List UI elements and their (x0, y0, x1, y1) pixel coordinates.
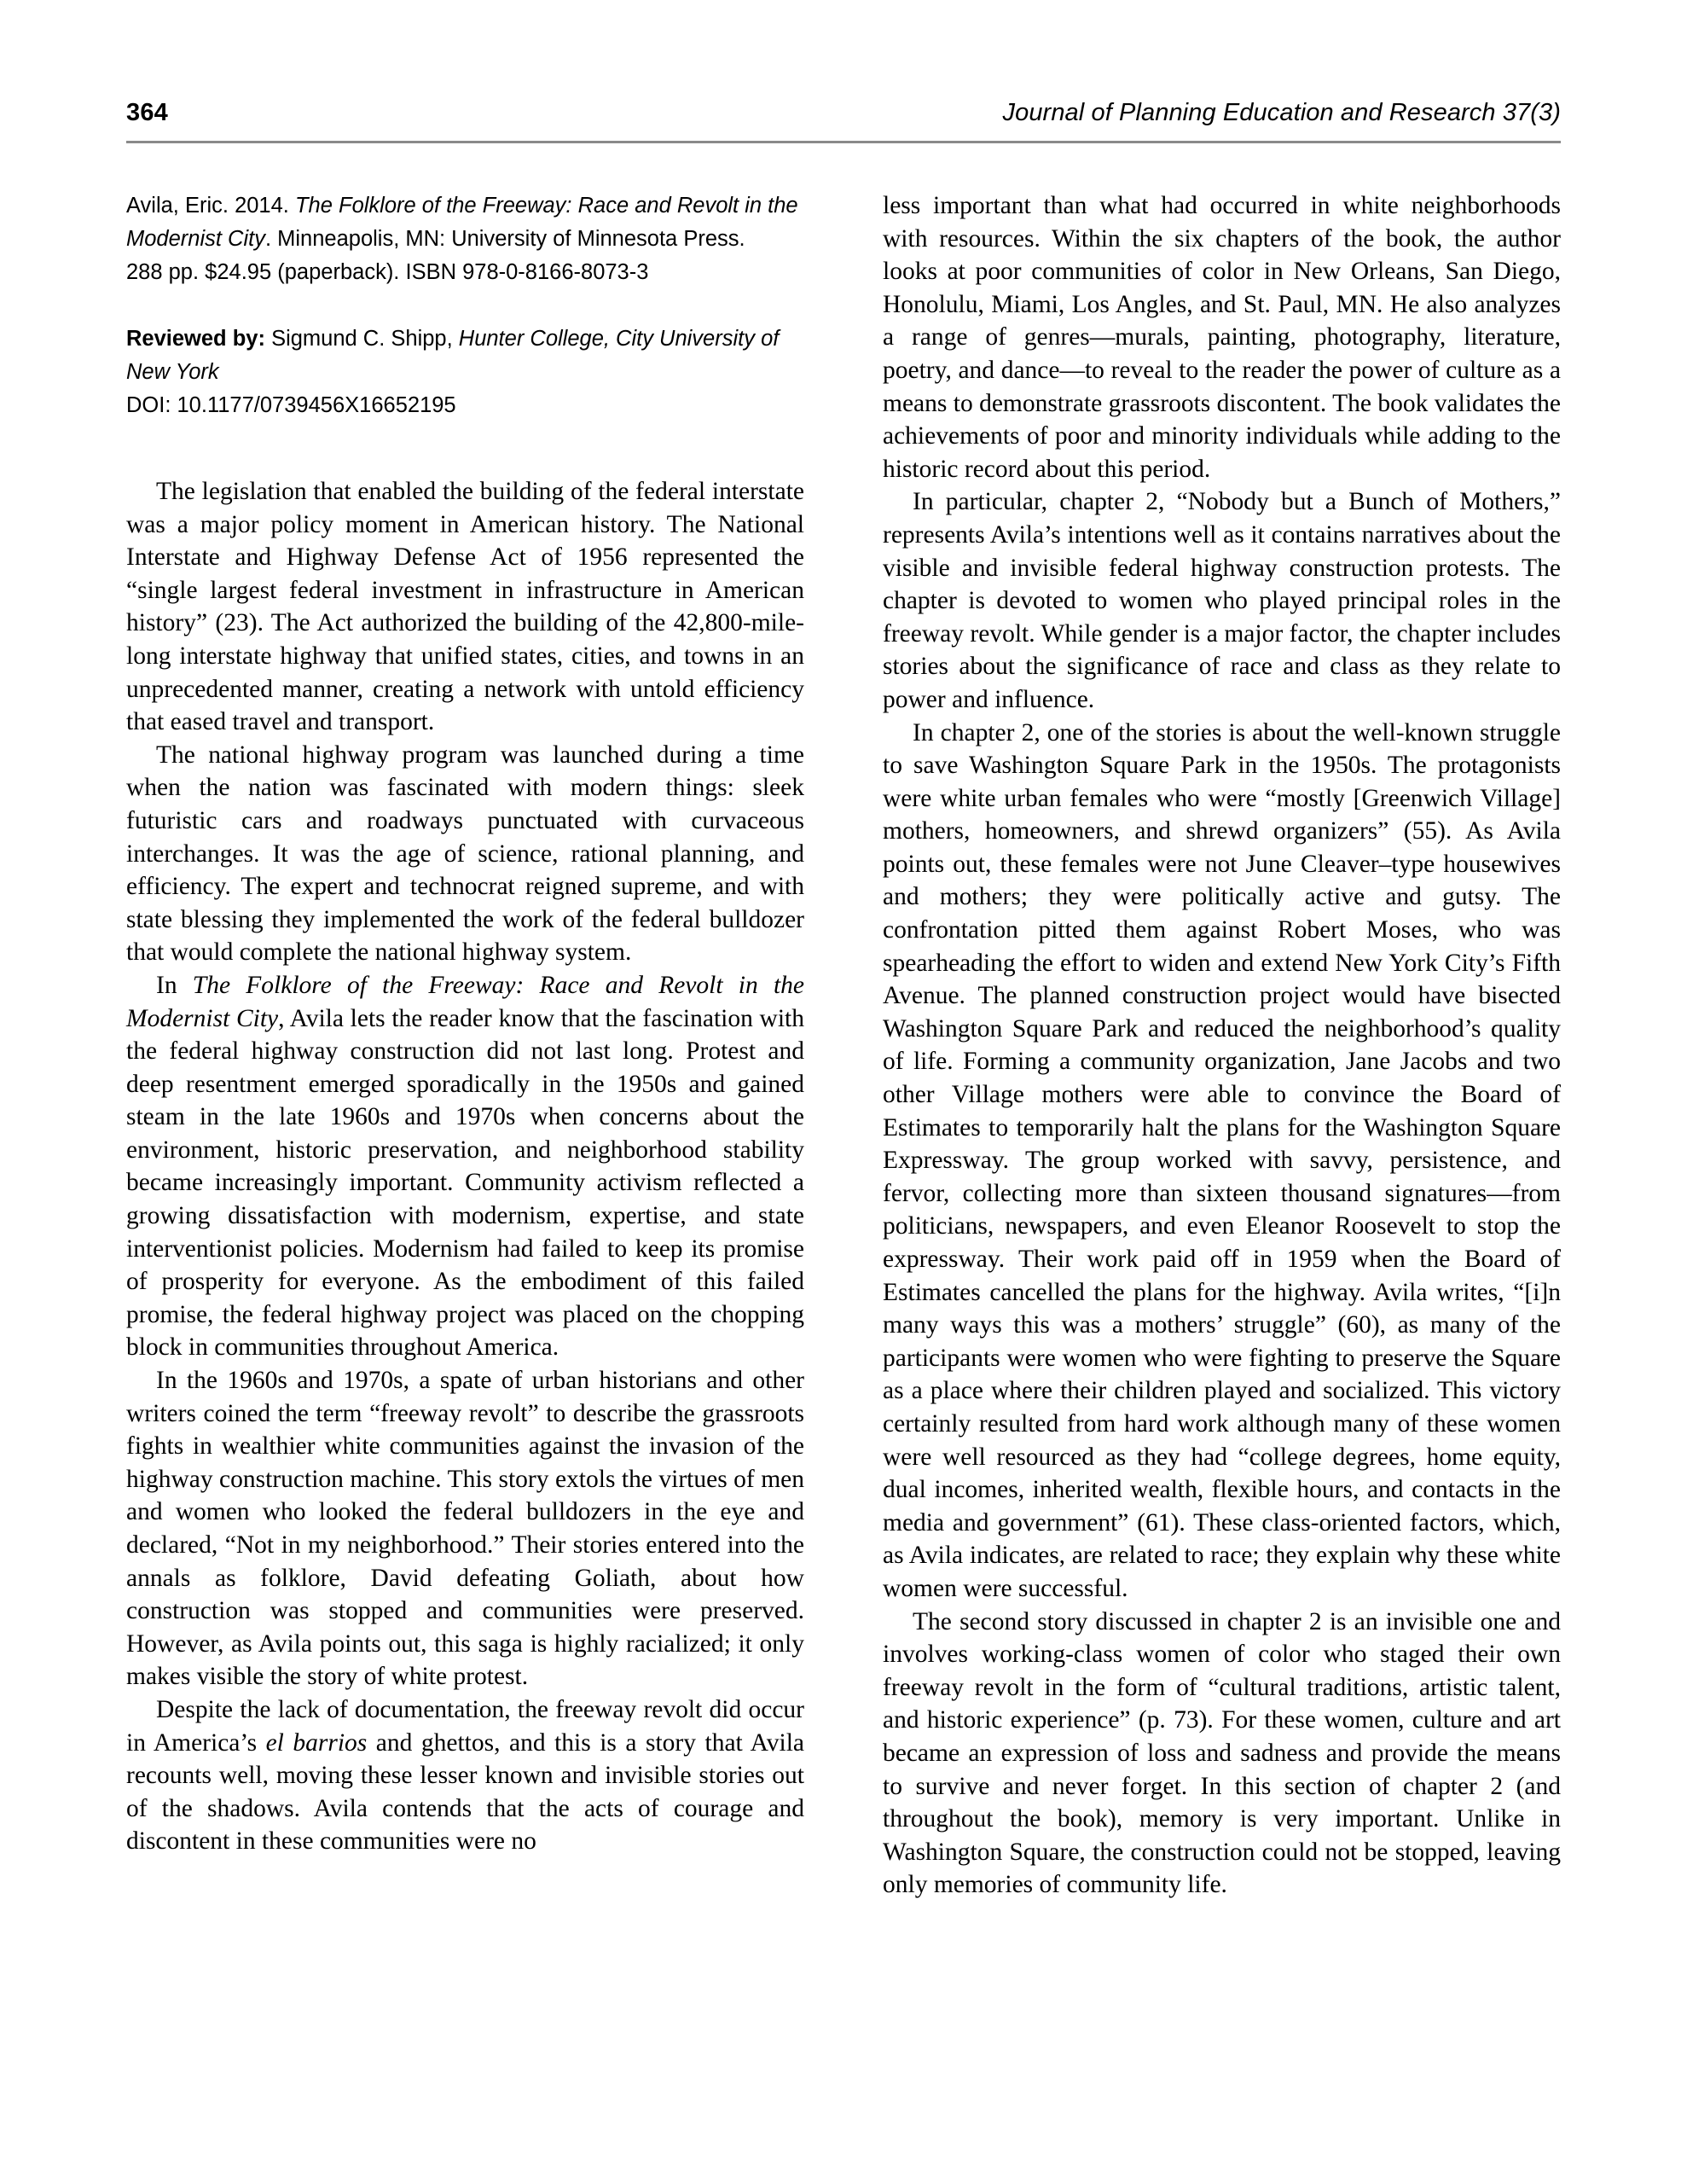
page-number: 364 (126, 99, 168, 126)
right-column (883, 189, 1561, 1902)
paragraph (126, 1693, 804, 1858)
reviewed-by-label: Reviewed by: (126, 327, 265, 351)
citation-book-title-b: Modernist City (126, 227, 265, 251)
reviewer-affiliation-line-2: New York (126, 360, 219, 384)
header-divider (126, 141, 1561, 143)
citation-book-title-a: The Folklore of the Freeway: Race and Revolt in the (294, 194, 798, 218)
citation-line (126, 189, 804, 256)
reviewed-by-line (126, 322, 804, 356)
reviewer-name: Sigmund C. Shipp, (264, 327, 459, 351)
paragraph: In the 1960s and 1970s, a spate of urban historians and other writers coined the term “freeway revolt” to describe the grassroots fights in wealthier white communities against the invasion of the highway construction machine. This story extols the virtues of men and women who looked the federal bulldozers in the eye and declared, “Not in my neighborhood.” Their stories entered into the annals as folklore, David defeating Goliath, about how construction was stopped and communities were preserved. However, as Avila points out, this saga is highly racialized; it only makes visible the story of white protest. (126, 1367, 804, 1691)
left-column (126, 189, 804, 1902)
paragraph-part-2: and ghettos, and this is a story that Avila recounts well, moving these lesser known and invisible stories out of the shadows. Avila contends that the acts of courage and discontent in these communities were no (126, 1728, 804, 1856)
paragraph (126, 969, 804, 1364)
paragraph: The national highway program was launched during a time when the nation was fascinated with modern things: sleek futuristic cars and roadways punctuated with curvaceous interchanges. It was the age of science, rational planning, and efficiency. The expert and technocrat reigned supreme, and with state blessing they implemented the work of the federal bulldozer that would complete the national highway system. (126, 741, 804, 967)
citation-details: 288 pp. $24.95 (paperback). ISBN 978-0-8166-8073-3 (126, 260, 649, 284)
journal-title: Journal of Planning Education and Research 37(3) (1002, 99, 1561, 126)
citation-block (126, 189, 804, 422)
book-title-italic: The Folklore of the Freeway: Race and Revolt in the Modernist City (126, 971, 804, 1032)
citation-body-gap (126, 422, 804, 475)
paragraph: In chapter 2, one of the stories is about the well-known struggle to save Washington Square Park in the 1950s. The protagonists were white urban females who were “mostly [Greenwich Village] mothers, homeowners, and shrewd organizers” (55). As Avila points out, these females were not June Cleaver–type housewives and mothers; they were politically active and gutsy. The confrontation pitted them against Robert Moses, who was spearheading the effort to widen and extend New York City’s Fifth Avenue. The planned construction project would have bisected Washington Square Park and reduced the neighborhood’s quality of life. Forming a community organization, Jane Jacobs and two other Village mothers were able to convince the Board of Estimates to temporarily halt the plans for the Washington Square Expressway. The group worked with savvy, persistence, and fervor, collecting more than sixteen thousand signatures—from politicians, newspapers, and even Eleanor Roosevelt to stop the expressway. Their work paid off in 1959 when the Board of Estimates cancelled the plans for the highway. Avila writes, “[i]n many ways this was a mothers’ struggle” (60), as many of the participants were women who were fighting to preserve the Square as a place where their children played and socialized. This victory certainly resulted from hard work although many of these women were well resourced as they had “college degrees, home equity, dual incomes, inherited wealth, flexible hours, and contacts in the media and government” (61). These class-oriented factors, which, as Avila indicates, are related to race; they explain why these white women were successful. (883, 718, 1561, 1602)
left-column-body (126, 475, 804, 1858)
paragraph-part-1: Despite the lack of documentation, the freeway revolt did occur in America’s (126, 1695, 804, 1757)
doi-line: DOI: 10.1177/0739456X16652195 (126, 393, 456, 417)
paragraph-rest: , Avila lets the reader know that the fascination with the federal highway construction did not last long. Protest and deep resentment emerged sporadically in the 1950s and gained steam in the late 1960s and 1970s when concerns about the environment, historic preservation, and neighborhood stability became increasingly important. Community activism reflected a growing dissatisfaction with modernism, expertise, and state interventionist policies. Modernism had failed to keep its promise of prosperity for everyone. As the embodiment of this failed promise, the federal highway project was placed on the chopping block in communities throughout America. (126, 1004, 804, 1362)
paragraph: The legislation that enabled the building of the federal interstate was a major policy moment in American history. The National Interstate and Highway Defense Act of 1956 represented the “single largest federal investment in infrastructure in American history” (23). The Act authorized the building of the 42,800-mile-long interstate highway that unified states, cities, and towns in an unprecedented manner, creating a network with untold efficiency that eased travel and transport. (126, 478, 804, 736)
two-column-layout (126, 189, 1561, 1902)
right-column-body (883, 189, 1561, 1902)
paragraph-lead: In (156, 971, 193, 999)
running-head (126, 101, 1561, 125)
citation-author-year: Avila, Eric. 2014. (126, 194, 295, 218)
citation-publisher: . Minneapolis, MN: University of Minnesota Press. (264, 227, 745, 251)
citation-spacer (126, 289, 804, 322)
reviewer-affiliation-line-1: Hunter College, City University of (458, 327, 780, 351)
paragraph: In particular, chapter 2, “Nobody but a Bunch of Mothers,” represents Avila’s intentions well as it contains narratives about the visible and invisible federal highway construction protests. The chapter is devoted to women who played principal roles in the freeway revolt. While gender is a major factor, the chapter includes stories about the significance of race and class as they relate to power and influence. (883, 488, 1561, 713)
paragraph: less important than what had occurred in white neighborhoods with resources. Within the six chapters of the book, the author looks at poor communities of color in New Orleans, San Diego, Honolulu, Miami, Los Angles, and St. Paul, MN. He also analyzes a range of genres—murals, painting, photography, literature, poetry, and dance—to reveal to the reader the power of culture as a means to demonstrate grassroots discontent. The book validates the achievements of poor and minority individuals while adding to the historic record about this period. (883, 192, 1561, 483)
foreign-term-italic: el barrios (265, 1728, 368, 1757)
paragraph: The second story discussed in chapter 2 is an invisible one and involves working-class women of color who staged their own freeway revolt in the form of “cultural traditions, artistic talent, and historic experience” (p. 73). For these women, culture and art became an expression of loss and sadness and provide the means to survive and never forget. In this section of chapter 2 (and throughout the book), memory is very important. Unlike in Washington Square, the construction could not be stopped, leaving only memories of community life. (883, 1607, 1561, 1899)
